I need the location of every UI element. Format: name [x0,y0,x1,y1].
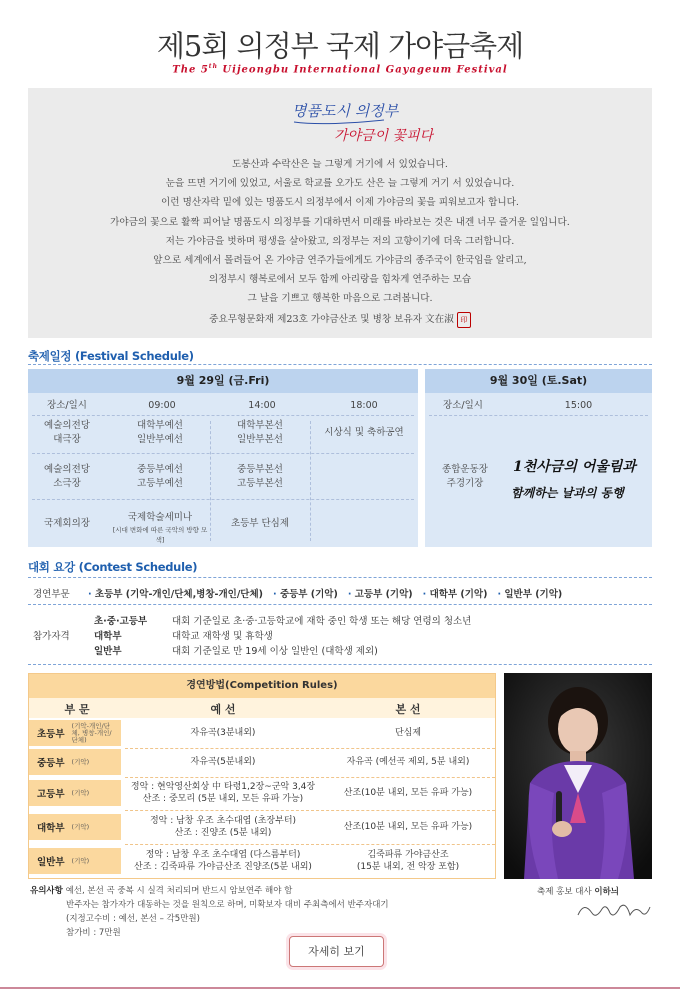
place-time-label: 장소/일시 [47,400,87,411]
divider [28,577,652,578]
rules-column-headers: 부 문 예 선 본 선 [29,698,495,718]
eligibility-label: 참가자격 [33,631,70,642]
rules-final-general: 김죽파류 가야금산조 (15분 내외, 전 악장 포함) [356,850,460,872]
division-label: 경연부문 [33,589,70,600]
rules-row-general: 일반부 (기악) [29,848,121,874]
rules-heading: 경연방법(Competition Rules) [29,674,495,698]
rules-prelim-general: 정악 : 남창 우조 초수대엽 (다스름부터) 산조 : 김죽파류 가야금산조 진양조(5분 내외) [134,850,312,872]
time-1400: 14:00 [248,400,276,411]
rules-prelim-elementary: 자유곡(3분내외) [190,728,256,738]
slot-grand-1400: 대학부본선 일반부본선 [237,420,283,445]
svg-text:가야금이 꽃피다: 가야금이 꽃피다 [334,128,434,144]
schedule-day1 [28,369,418,547]
ambassador-caption: 축제 홍보 대사 이하늬 [536,887,619,897]
view-details-button[interactable]: 자세히 보기 [289,936,384,967]
slot-elementary-final: 초등부 단심제 [230,518,290,529]
rules-prelim-high: 정악 : 현악영산회상 中 타령1,2장~군악 3,4장 산조 : 중모리 (5분 내외, 모든 유파 가능) [130,782,316,804]
rules-row-middle: 중등부 (기악) [29,749,121,775]
slot-small-0900: 중등부예선 고등부예선 [137,464,183,489]
svg-text:1천사금의 어울림과: 1천사금의 어울림과 [513,459,636,475]
rules-row-high: 고등부 (기악) [29,780,121,806]
ambassador-photo [504,673,652,879]
calligraphy-slogan [507,447,647,507]
time-1800: 18:00 [350,400,378,411]
contest-heading: 대회 요강 (Contest Schedule) [28,560,198,574]
time-0900: 09:00 [148,400,176,411]
place-time-label-day2: 장소/일시 [443,400,483,411]
slot-small-1400: 중등부본선 고등부본선 [237,464,283,489]
time-1500: 15:00 [564,400,593,411]
bottom-border [0,987,680,989]
intro-signature: 중요무형문화재 제23호 가야금산조 및 병창 보유자 文在淑 印 [28,311,652,328]
slot-grand-1800: 시상식 및 축하공연 [324,427,404,438]
venue-small-hall: 예술의전당 소극장 [44,464,90,489]
schedule-day2 [425,369,652,547]
division-list: · 초등부 (기악-개인/단체,병창-개인/단체)· 중등부 (기악)· 고등부 (기악)· 대학부 (기악)· 일반부 (기악) [88,586,652,600]
page-title: 제5회 의정부 국제 가야금축제 [156,29,524,63]
divider [28,364,652,365]
intro-text: 도봉산과 수락산은 늘 그렇게 거기에 서 있었습니다. 눈을 뜨면 거기에 있었고, 서울로 학교를 오가도 산은 늘 그렇게 거기 서 있었습니다. 이런 명산자락 밑에 있는 명품도시 의정부에서 이제 가야금의 꽃을 피워보고자 합니다. 가야금의 꽃으로 활짝 피어날 명품도시 의정부를 기대하면서 미래를 바라보는 것은 내겐 너무 즐거운 일입니다. 저는 가야금을 벗하며 평생을 살아왔고, 의정부는 저의 고향이기에 더욱 그러합니다. 앞으로 세계에서 몰려들어 온 가야금 연주가들에게도 가야금의 종주국이 한국임을 알리고, 의정부시 행복로에서 모두 함께 아리랑을 힘차게 연주하는 모습 그 날을 기쁘고 행복한 마음으로 그려봅니다. [110,159,570,305]
intro-panel [28,88,652,338]
rules-final-elementary: 단심제 [394,728,422,738]
schedule-day2-date: 9월 30일 (토.Sat) [425,369,652,393]
venue-grand-hall: 예술의전당 대극장 [44,420,90,445]
rules-table [28,673,496,879]
ambassador-signature [574,897,654,923]
slot-seminar: 국제학술세미나 [시대 변화에 따른 국악의 방향 모색] [112,512,208,544]
rules-final-high: 산조(10분 내외, 모든 유파 가능) [343,788,473,798]
calligraphy-title [264,96,434,148]
slot-grand-0900: 대학부예선 일반부예선 [137,420,183,445]
rules-row-university: 대학부 (기악) [29,814,121,840]
eligibility-descriptions: 대회 기준일로 초·중·고등학교에 재학 중인 학생 또는 해당 연령의 청소년 대학교 재학생 및 휴학생 대회 기준일로 만 19세 이상 일반인 (대학생 제외) [172,616,472,657]
eligibility-groups: 초·중·고등부 대학부 일반부 [94,616,148,657]
rules-prelim-university: 정악 : 남창 우조 초수대엽 (초장부터) 산조 : 진양조 (5분 내외) [149,816,297,838]
divider [28,664,652,665]
venue-stadium: 종합운동장 주경기장 [442,464,488,489]
svg-text:명품도시 의정부: 명품도시 의정부 [292,102,399,120]
rules-prelim-middle: 자유곡(5분내외) [190,757,256,767]
svg-text:함께하는 날과의 동행: 함께하는 날과의 동행 [511,486,624,500]
notes: 유의사항 예선, 본선 곡 중복 시 실격 처리되며 반드시 암보연주 해야 함 반주자는 참가자가 대동하는 것을 원칙으로 하며, 미확보자 대비 주최측에서 반주자대기 (지정고수비 : 예선, 본선 – 각5만원) 참가비 : 7만원 [30,886,389,938]
divider [28,604,652,605]
rules-row-elementary: 초등부 (기악-개인/단체, 병창-개인/단체) [29,720,121,746]
schedule-day1-date: 9월 29일 (금.Fri) [28,369,418,393]
rules-final-university: 산조(10분 내외, 모든 유파 가능) [343,822,473,832]
page-subtitle: The 5th Uijeongbu International Gayageum Festival [172,63,508,76]
venue-conference-hall: 국제회의장 [44,518,90,529]
rules-final-middle: 자유곡 (예선곡 제외, 5분 내외) [346,757,470,767]
schedule-heading: 축제일정 (Festival Schedule) [28,349,194,363]
seal-icon: 印 [457,312,471,328]
